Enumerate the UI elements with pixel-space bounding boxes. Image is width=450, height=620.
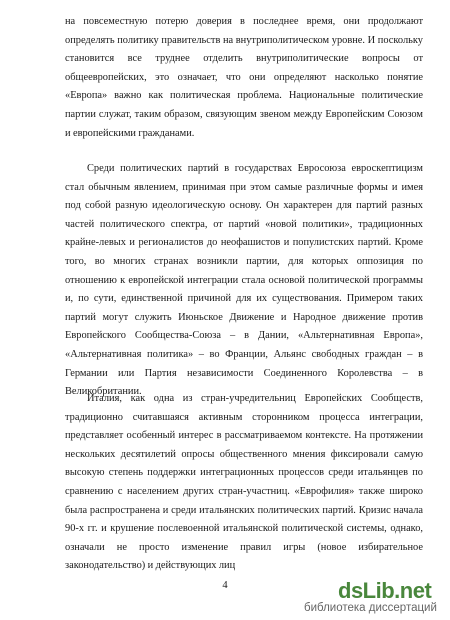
watermark-logo-sep: . — [394, 578, 400, 603]
watermark-logo-main: dsLib — [338, 578, 395, 603]
paragraph: Среди политических партий в государствах Евросоюза евроскептицизм стал обычным явлением, принимая при этом самые различные формы и имея под собой разную идеологическую основу. Он характерен для партий разных частей политического спектра, от партий «новой политики», традиционных крайне-левых и регионалистов до неофашистов и популистских партий. Кроме того, во многих странах возникли партии, для которых оппозиция по отношению к европейской интеграции стала основой политической программы и, по сути, единственной причиной для их существования. Примером таких партий могут служить Июньское Движение и Народное движение против Европейского Сообщества-Союза – в Дании, «Альтернативная Европа», «Альтернативная политика» – во Франции, Альянс свободных граждан – в Германии или Партия независимости Соединенного Королевства – в Великобритании. — [65, 163, 423, 398]
paragraph: Италия, как одна из стран-учредительниц Европейских Сообществ, традиционно считавшаяся активным сторонником процесса интеграции, представляет особенный интерес в рассматриваемом контексте. На протяжении нескольких десятилетий опросы общественного мнения фиксировали самую высокую степень поддержки интеграционных процессов среди итальянцев по сравнению с населением других стран-участниц. «Еврофилия» также широко была распространена и среди итальянских политических партий. Кризис начала 90-х гг. и крушение послевоенной итальянской политической системы, однако, означали не просто изменение правил игры (новое избирательное законодательство) и действующих лиц — [65, 393, 423, 572]
watermark-subtitle: библиотека диссертаций — [304, 602, 437, 614]
watermark-logo[interactable] — [338, 578, 431, 604]
page-number: 4 — [222, 580, 228, 591]
watermark-logo-tld: net — [399, 578, 432, 603]
paragraph: на повсеместную потерю доверия в последнее время, они продолжают определять политику правительств на внутриполитическом уровне. И поскольку становится все труднее отделить внутриполитические вопросы от общеевропейских, это означает, что они определяют насколько понятие «Европа» важно как политическая проблема. Национальные политические партии служат, таким образом, связующим звеном между Европейским Союзом и европейскими гражданами. — [65, 16, 423, 139]
